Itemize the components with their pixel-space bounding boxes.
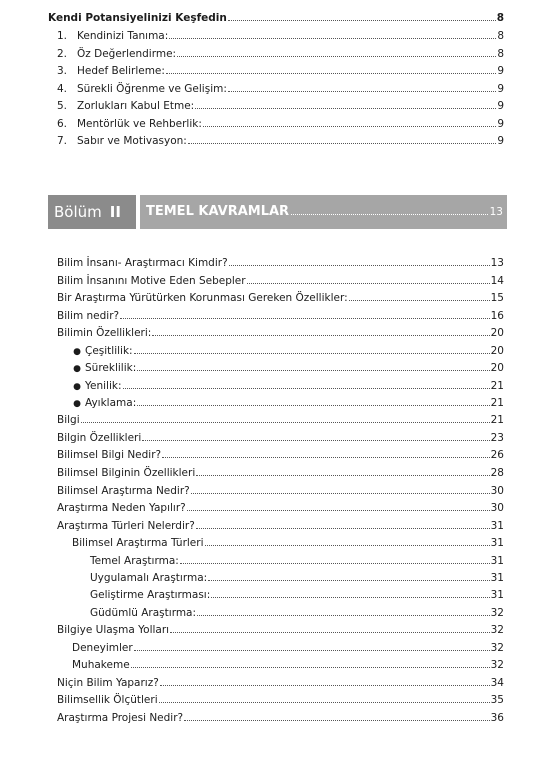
leader-dots [142, 440, 489, 441]
toc-entry[interactable] [57, 484, 504, 498]
toc-page: 34 [490, 677, 504, 689]
toc-label: Bilim nedir? [57, 310, 120, 322]
toc-page: 8 [497, 48, 504, 60]
item-number: 2. [57, 48, 68, 60]
toc-page: 28 [490, 467, 504, 479]
chapter-title: TEMEL KAVRAMLAR [146, 204, 290, 219]
toc-page: 31 [490, 520, 504, 532]
toc-label: Bilimsellik Ölçütleri [57, 694, 158, 706]
leader-dots [134, 353, 490, 354]
toc-page: 21 [490, 397, 504, 409]
toc-label: 7. Sabır ve Motivasyon: [57, 135, 187, 147]
leader-dots [191, 493, 490, 494]
leader-dots [349, 300, 490, 301]
toc-item[interactable] [57, 117, 504, 131]
toc-page: 15 [490, 292, 504, 304]
toc-label: 5. Zorlukları Kabul Etme: [57, 100, 195, 112]
leader-dots [137, 370, 489, 371]
toc-entry[interactable] [57, 519, 504, 533]
leader-dots [196, 528, 490, 529]
toc-entry[interactable] [90, 588, 504, 602]
toc-label: Güdümlü Araştırma: [90, 607, 197, 619]
toc-page: 23 [490, 432, 504, 444]
toc-label: Bilimsel Araştırma Türleri [72, 537, 204, 549]
chapter-roman: II [109, 203, 121, 221]
toc-page: 32 [490, 624, 504, 636]
toc-page: 32 [490, 659, 504, 671]
leader-dots [180, 563, 490, 564]
toc-page: 21 [490, 380, 504, 392]
toc-page: 14 [490, 275, 504, 287]
toc-page: 9 [497, 100, 504, 112]
item-number: 4. [57, 83, 68, 95]
item-number: 6. [57, 118, 68, 130]
toc-page: 16 [490, 310, 504, 322]
toc-label: Bilim İnsanını Motive Eden Sebepler [57, 275, 246, 287]
toc-page: 20 [490, 345, 504, 357]
leader-dots [120, 318, 490, 319]
item-number: 7. [57, 135, 68, 147]
toc-entry[interactable] [57, 326, 504, 340]
toc-page: 35 [490, 694, 504, 706]
toc-label: Bilimsel Bilginin Özellikleri [57, 467, 196, 479]
toc-label: Geliştirme Araştırması: [90, 589, 211, 601]
toc-page: 9 [497, 65, 504, 77]
toc-label: ● Çeşitlilik: [69, 344, 133, 359]
toc-label: Muhakeme [72, 659, 130, 671]
leader-dots [196, 475, 489, 476]
leader-dots [162, 457, 490, 458]
toc-page: 9 [497, 135, 504, 147]
toc-page: 30 [490, 485, 504, 497]
toc-item[interactable] [57, 29, 504, 43]
toc-entry[interactable] [57, 466, 504, 480]
toc-label: Araştırma Türleri Nelerdir? [57, 520, 195, 532]
toc-label: Uygulamalı Araştırma: [90, 572, 208, 584]
toc-label: 1. Kendinizi Tanıma: [57, 30, 169, 42]
toc-bullet-entry[interactable] [69, 344, 504, 359]
toc-label: ● Yenilik: [69, 379, 122, 394]
toc-page: 32 [490, 642, 504, 654]
toc-page: 20 [490, 327, 504, 339]
toc-entry[interactable] [57, 623, 504, 637]
leader-dots [291, 214, 488, 215]
chapter-prefix: Bölüm [54, 203, 102, 221]
bullet-icon: ● [73, 364, 81, 374]
toc-label: 2. Öz Değerlendirme: [57, 48, 177, 60]
toc-label: Bilgiye Ulaşma Yolları [57, 624, 170, 636]
toc-page: 36 [490, 712, 504, 724]
leader-dots [81, 422, 490, 423]
chapter-number-box [48, 195, 136, 229]
toc-label: 6. Mentörlük ve Rehberlik: [57, 118, 202, 130]
toc-bullet-entry[interactable] [69, 396, 504, 411]
toc-label: Araştırma Projesi Nedir? [57, 712, 184, 724]
toc-page: 21 [490, 414, 504, 426]
toc-entry[interactable] [57, 431, 504, 445]
chapter-banner[interactable] [48, 195, 507, 229]
toc-entry[interactable] [57, 448, 504, 462]
leader-dots [203, 126, 496, 127]
toc-page: 30 [490, 502, 504, 514]
bullet-icon: ● [73, 382, 81, 392]
toc-label: Bilimsel Bilgi Nedir? [57, 449, 162, 461]
toc-label: 4. Sürekli Öğrenme ve Gelişim: [57, 83, 227, 95]
leader-dots [228, 20, 496, 21]
toc-label: Niçin Bilim Yaparız? [57, 677, 159, 689]
toc-label: Temel Araştırma: [90, 555, 179, 567]
leader-dots [247, 283, 490, 284]
toc-bullet-entry[interactable] [69, 361, 504, 376]
toc-entry[interactable] [57, 711, 504, 725]
toc-page: 31 [490, 572, 504, 584]
leader-dots [170, 632, 490, 633]
toc-entry[interactable] [72, 536, 504, 550]
leader-dots [197, 615, 490, 616]
toc-label: Bilgin Özellikleri [57, 432, 142, 444]
toc-item[interactable] [57, 64, 504, 78]
chapter-title-box [140, 195, 507, 229]
toc-label: Deneyimler [72, 642, 133, 654]
toc-page: 9 [497, 118, 504, 130]
leader-dots [184, 720, 490, 721]
toc-page: 31 [490, 589, 504, 601]
leader-dots [177, 56, 496, 57]
toc-page: 31 [490, 537, 504, 549]
toc-entry[interactable] [57, 676, 504, 690]
toc-heading[interactable] [48, 11, 504, 25]
toc-entry[interactable] [90, 554, 504, 568]
leader-dots [134, 650, 490, 651]
leader-dots [205, 545, 490, 546]
toc-page: 31 [490, 555, 504, 567]
leader-dots [211, 597, 489, 598]
toc-item[interactable] [57, 99, 504, 113]
toc-label: Bir Araştırma Yürütürken Korunması Gereken Özellikler: [57, 292, 348, 304]
toc-label: Kendi Potansiyelinizi Keşfedin [48, 12, 227, 24]
leader-dots [123, 388, 490, 389]
bullet-icon: ● [73, 399, 81, 409]
toc-entry[interactable] [57, 256, 504, 270]
toc-page: 8 [496, 12, 504, 24]
toc-label: 3. Hedef Belirleme: [57, 65, 165, 77]
leader-dots [131, 667, 490, 668]
toc-page: 9 [497, 83, 504, 95]
item-number: 3. [57, 65, 68, 77]
toc-page: 32 [490, 607, 504, 619]
toc-item[interactable] [57, 47, 504, 61]
toc-label: Bilimsel Araştırma Nedir? [57, 485, 190, 497]
toc-page: 8 [497, 30, 504, 42]
toc-label: ● Ayıklama: [69, 396, 136, 411]
leader-dots [169, 38, 496, 39]
toc-label: Araştırma Neden Yapılır? [57, 502, 186, 514]
toc-entry[interactable] [57, 413, 504, 427]
toc-label: Bilimin Özellikleri: [57, 327, 152, 339]
toc-bullet-entry[interactable] [69, 379, 504, 394]
toc-entry[interactable] [72, 658, 504, 672]
chapter-page: 13 [489, 206, 503, 218]
toc-entry[interactable] [57, 291, 504, 305]
toc-item[interactable] [57, 134, 504, 148]
toc-entry[interactable] [57, 309, 504, 323]
item-number: 5. [57, 100, 68, 112]
leader-dots [166, 73, 496, 74]
toc-entry[interactable] [72, 641, 504, 655]
toc-label: Bilim İnsanı- Araştırmacı Kimdir? [57, 257, 228, 269]
toc-entry[interactable] [90, 571, 504, 585]
leader-dots [195, 108, 496, 109]
toc-entry[interactable] [57, 693, 504, 707]
leader-dots [228, 91, 496, 92]
leader-dots [187, 510, 490, 511]
leader-dots [208, 580, 489, 581]
leader-dots [152, 335, 489, 336]
toc-label: ● Süreklilik: [69, 361, 136, 376]
leader-dots [137, 405, 489, 406]
toc-entry[interactable] [90, 606, 504, 620]
toc-page: 26 [490, 449, 504, 461]
leader-dots [229, 265, 490, 266]
leader-dots [159, 702, 490, 703]
leader-dots [160, 685, 490, 686]
bullet-icon: ● [73, 347, 81, 357]
toc-page: 13 [490, 257, 504, 269]
toc-entry[interactable] [57, 501, 504, 515]
toc-label: Bilgi [57, 414, 80, 426]
toc-entry[interactable] [57, 274, 504, 288]
leader-dots [188, 143, 496, 144]
item-number: 1. [57, 30, 68, 42]
toc-item[interactable] [57, 82, 504, 96]
toc-page: 20 [490, 362, 504, 374]
